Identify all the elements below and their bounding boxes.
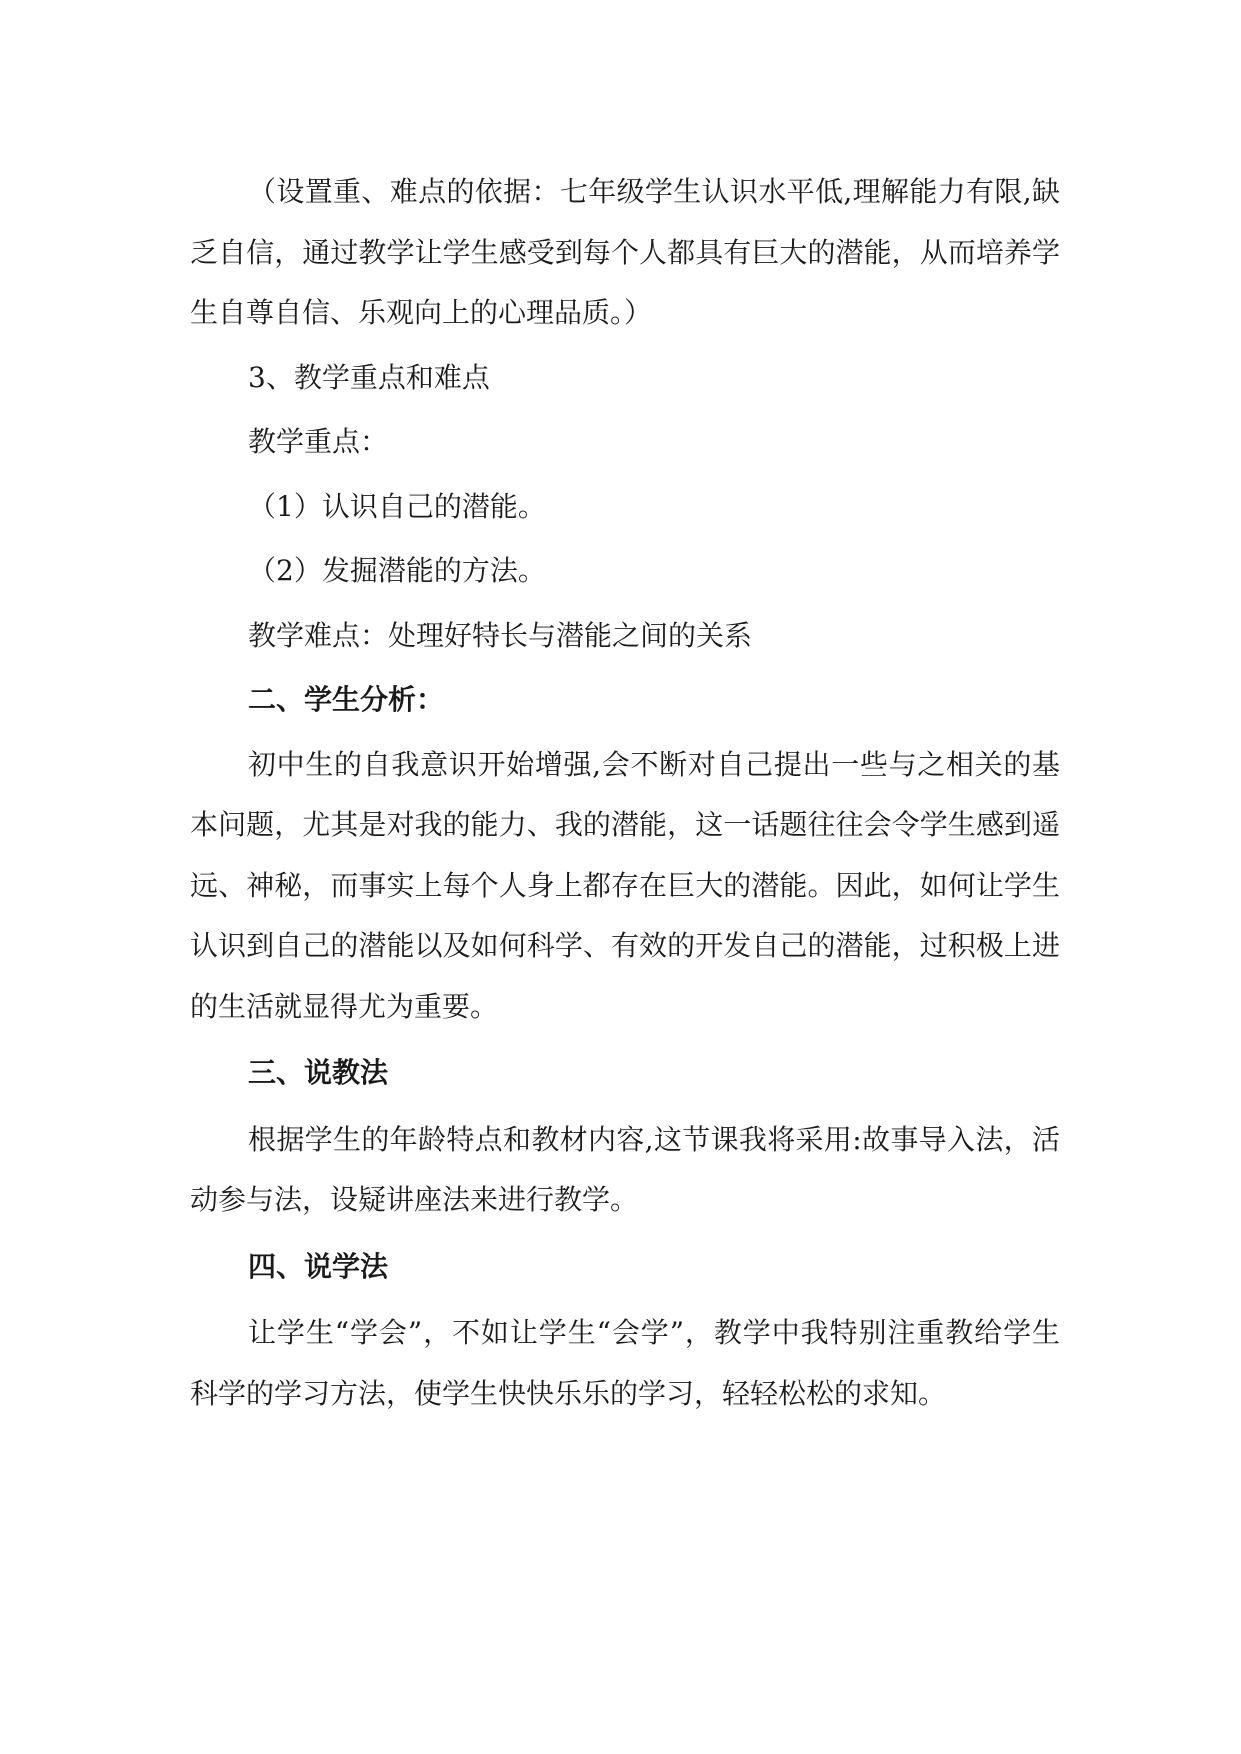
list-item-key-point-2: （2）发掘潜能的方法。	[248, 554, 546, 587]
paragraph-teaching-difficulty: 教学难点：处理好特长与潜能之间的关系	[248, 618, 753, 652]
heading-student-analysis: 二、学生分析：	[248, 683, 445, 716]
list-item-key-point-1: （1）认识自己的潜能。	[248, 489, 546, 523]
paragraph-student-analysis: 初中生的自我意识开始增强,会不断对自己提出一些与之相关的基本问题，尤其是对我的能力、我的潜能，这一话题往往会令学生感到遥远、神秘，而事实上每个人身上都存在巨大的潜能。因此，如何让学生认识到自己的潜能以及如何科学、有效的开发自己的潜能，过积极上进的生活就显得尤为重要。	[190, 747, 1060, 1023]
paragraph-learning-methods: 让学生“学会”，不如让学生“会学”，教学中我特别注重教给学生科学的学习方法，使学生快快乐乐的学习，轻轻松松的求知。	[190, 1316, 1060, 1410]
paragraph-teaching-methods: 根据学生的年龄特点和教材内容,这节课我将采用:故事导入法，活动参与法，设疑讲座法来进行教学。	[190, 1122, 1060, 1216]
document-body	[190, 162, 1060, 1424]
paragraph-difficulty-basis: （设置重、难点的依据：七年级学生认识水平低,理解能力有限,缺乏自信，通过教学让学生感受到每个人都具有巨大的潜能，从而培养学生自尊自信、乐观向上的心理品质。）	[190, 175, 1060, 329]
subheading-key-points-difficulties: 3、教学重点和难点	[248, 360, 490, 394]
heading-learning-methods: 四、说学法	[248, 1249, 389, 1283]
heading-teaching-methods: 三、说教法	[248, 1056, 389, 1089]
label-teaching-key-points: 教学重点：	[248, 425, 389, 458]
